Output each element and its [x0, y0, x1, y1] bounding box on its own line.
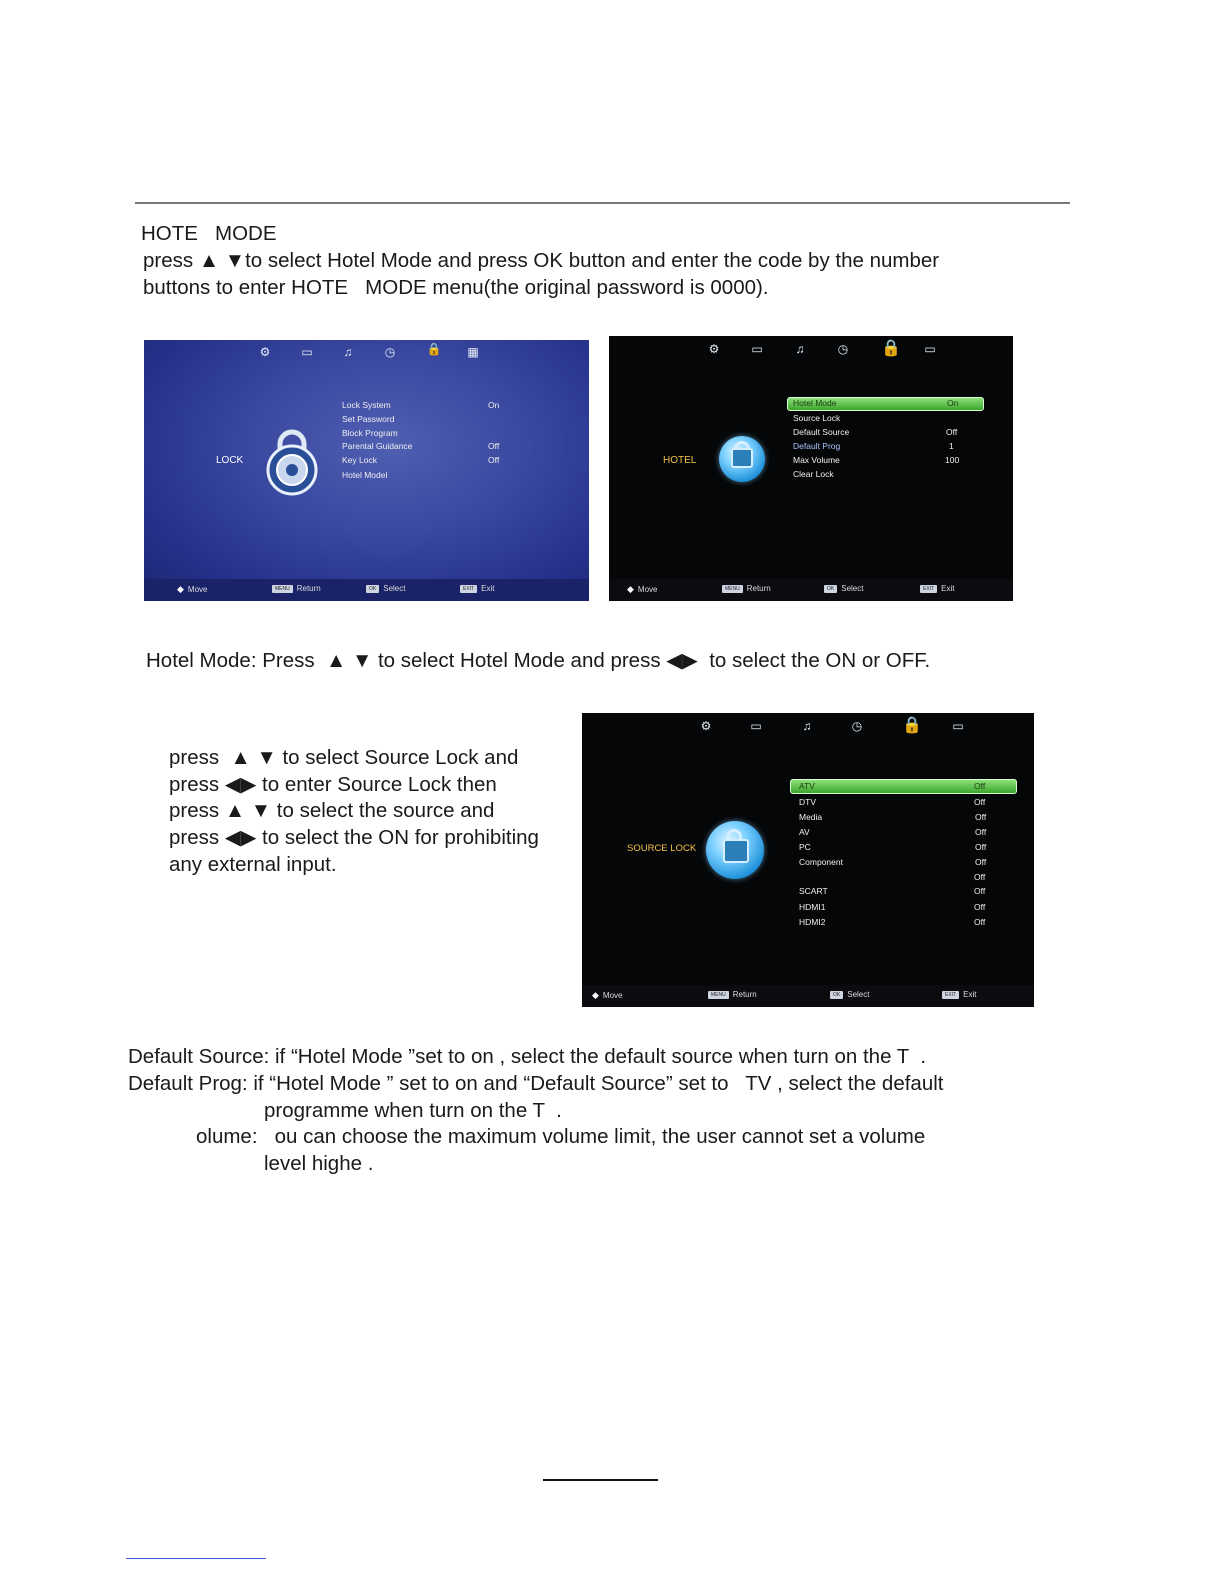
menu-section-label: HOTEL: [663, 455, 697, 466]
exit-hint: Exit: [963, 990, 977, 999]
source-row[interactable]: HDMI2: [799, 917, 826, 927]
gear-icon: ⚙: [700, 719, 712, 733]
note-max-volume: olume: ou can choose the maximum volume limit, the user cannot set a volume: [196, 1125, 926, 1148]
menu-item-value: 100: [945, 455, 960, 465]
return-hint: Return: [296, 584, 321, 593]
menu-item[interactable]: Block Program: [342, 428, 398, 438]
menu-item-value: Off: [946, 427, 958, 437]
menu-item-value: 1: [949, 441, 954, 451]
return-hint: Return: [746, 584, 771, 593]
source-value: Off: [974, 781, 986, 791]
menu-key: MENU: [722, 585, 743, 593]
source-row[interactable]: AV: [799, 827, 810, 837]
note-default-source: Default Source: if “Hotel Mode ”set to on , select the default source when turn on the T .: [128, 1045, 927, 1068]
source-row[interactable]: Component: [799, 857, 843, 867]
menu-icon-bar: [582, 713, 1034, 743]
source-lock-line-2: press ◀▶ to enter Source Lock then: [169, 773, 497, 796]
exit-key: EXIT: [920, 585, 937, 593]
monitor-icon: ▭: [751, 342, 763, 356]
ok-key: OK: [830, 991, 843, 999]
source-lock-menu-screenshot: [582, 713, 1034, 1007]
move-arrows-icon: ◆: [177, 584, 184, 594]
menu-item[interactable]: Default Prog: [793, 441, 841, 451]
monitor-icon: ▭: [952, 719, 964, 733]
source-row[interactable]: PC: [799, 842, 811, 852]
menu-item-selected[interactable]: Hotel Mode: [793, 398, 837, 408]
clock-icon: ◷: [851, 719, 863, 733]
menu-item-value: Off: [488, 441, 500, 451]
page-number-rule: [543, 1479, 658, 1481]
hotel-lock-icon: [719, 436, 765, 482]
source-value: Off: [974, 872, 986, 882]
source-value: Off: [974, 917, 986, 927]
bottom-help-bar: [609, 579, 1013, 601]
menu-item[interactable]: Lock System: [342, 400, 391, 410]
return-hint: Return: [732, 990, 757, 999]
menu-icon-bar: [609, 336, 1013, 366]
move-hint: Move: [602, 991, 623, 1000]
source-lock-line-3: press ▲ ▼ to select the source and: [169, 799, 495, 822]
source-value: Off: [974, 902, 986, 912]
menu-key: MENU: [272, 585, 293, 593]
source-lock-line-5: any external input.: [169, 853, 337, 876]
menu-item[interactable]: Set Password: [342, 414, 395, 424]
source-value: Off: [974, 886, 986, 896]
top-divider: [135, 202, 1070, 204]
menu-section-label: SOURCE LOCK: [627, 843, 697, 854]
source-value: Off: [975, 827, 987, 837]
gear-icon: ⚙: [708, 342, 720, 356]
exit-key: EXIT: [460, 585, 477, 593]
lock-icon: 🔒: [902, 717, 922, 734]
section-heading: HOTE MODE: [141, 222, 277, 245]
menu-item[interactable]: Default Source: [793, 427, 850, 437]
lock-menu-screenshot: [144, 340, 589, 601]
menu-item-value: On: [947, 398, 959, 408]
menu-key: MENU: [708, 991, 729, 999]
menu-item-value: On: [488, 400, 500, 410]
hotel-mode-instruction: Hotel Mode: Press ▲ ▼ to select Hotel Mode and press ◀▶ to select the ON or OFF.: [146, 649, 931, 672]
source-row[interactable]: DTV: [799, 797, 816, 807]
note-max-volume-cont: level highe .: [264, 1152, 374, 1175]
ok-key: OK: [824, 585, 837, 593]
menu-icon-bar: [144, 340, 589, 370]
note-default-prog-cont: programme when turn on the T .: [264, 1099, 562, 1122]
source-lock-line-4: press ◀▶ to select the ON for prohibiting: [169, 826, 539, 849]
monitor-icon: ▭: [924, 342, 936, 356]
menu-item[interactable]: Clear Lock: [793, 469, 834, 479]
music-icon: ♫: [343, 345, 353, 359]
move-hint: Move: [187, 585, 208, 594]
clock-icon: ◷: [384, 345, 396, 359]
hotel-menu-screenshot: [609, 336, 1013, 601]
monitor-icon: ▭: [301, 345, 313, 359]
lock-icon: 🔒: [426, 342, 442, 356]
menu-item[interactable]: Hotel Model: [342, 470, 388, 480]
menu-item[interactable]: Parental Guidance: [342, 441, 413, 451]
music-icon: ♫: [795, 342, 805, 356]
source-value: Off: [975, 842, 987, 852]
menu-item[interactable]: Max Volume: [793, 455, 840, 465]
intro-line-2: buttons to enter HOTE MODE menu(the original password is 0000).: [143, 276, 769, 299]
menu-item[interactable]: Source Lock: [793, 413, 841, 423]
source-value: Off: [974, 797, 986, 807]
exit-hint: Exit: [481, 584, 495, 593]
intro-line-1: press ▲ ▼to select Hotel Mode and press OK button and enter the code by the number: [143, 249, 940, 272]
source-value: Off: [975, 812, 987, 822]
select-hint: Select: [383, 584, 406, 593]
footer-rule: [126, 1558, 266, 1559]
padlock-dial-icon: [262, 428, 322, 496]
exit-hint: Exit: [941, 584, 955, 593]
source-row[interactable]: Media: [799, 812, 823, 822]
clock-icon: ◷: [837, 342, 849, 356]
bottom-help-bar: [582, 985, 1034, 1007]
move-hint: Move: [637, 585, 658, 594]
note-default-prog: Default Prog: if “Hotel Mode ” set to on and “Default Source” set to TV , select the default: [128, 1072, 944, 1095]
gear-icon: ⚙: [259, 345, 271, 359]
move-arrows-icon: ◆: [627, 584, 634, 594]
bottom-help-bar: [144, 579, 589, 601]
ok-key: OK: [366, 585, 379, 593]
monitor-icon: ▭: [750, 719, 762, 733]
menu-item-value: Off: [488, 455, 500, 465]
menu-item[interactable]: Key Lock: [342, 455, 377, 465]
music-icon: ♫: [802, 719, 812, 733]
source-row-selected[interactable]: ATV: [799, 781, 815, 791]
select-hint: Select: [847, 990, 870, 999]
source-value: Off: [975, 857, 987, 867]
lock-icon: 🔒: [881, 340, 901, 357]
menu-section-label: LOCK: [216, 455, 244, 466]
source-row[interactable]: SCART: [799, 886, 828, 896]
move-arrows-icon: ◆: [592, 990, 599, 1000]
source-lock-line-1: press ▲ ▼ to select Source Lock and: [169, 746, 519, 769]
exit-key: EXIT: [942, 991, 959, 999]
source-row[interactable]: HDMI1: [799, 902, 826, 912]
apps-icon: ▦: [467, 345, 479, 359]
hotel-lock-icon: [706, 821, 764, 879]
select-hint: Select: [841, 584, 864, 593]
